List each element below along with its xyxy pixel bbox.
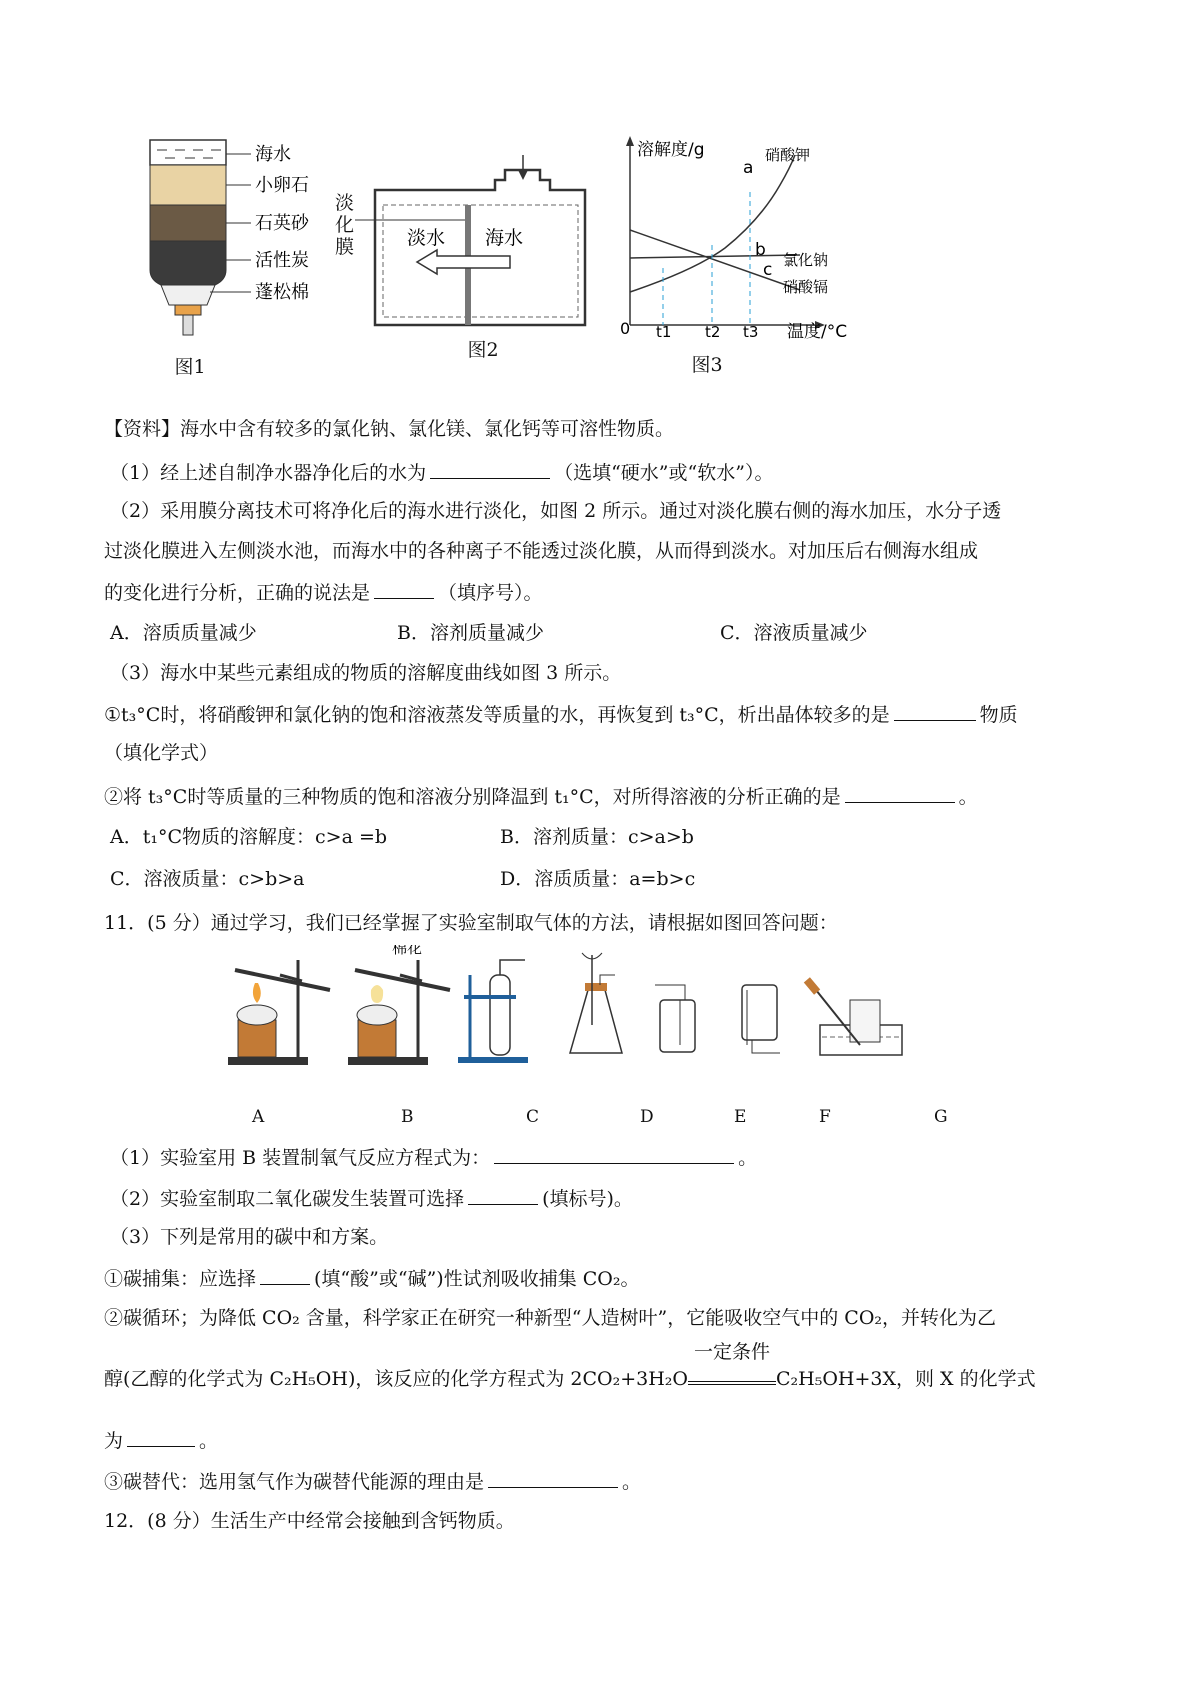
fig2-caption: 图2 (467, 339, 499, 361)
q1-text-b: （选填“硬水”或“软水”）。 (554, 462, 774, 484)
q3-1 (104, 700, 1018, 728)
fig2-membrane-label: 淡 化 膜 (335, 192, 355, 258)
q11-2-text-b: (填标号)。 (542, 1188, 633, 1210)
q2-text-b: （填序号）。 (438, 582, 543, 604)
q11-3-2-line-1: ②碳循环；为降低 CO₂ 含量，科学家正在研究一种新型“人造树叶”，它能吸收空气中的 CO₂，并转化为乙 (104, 1307, 997, 1329)
q3-2-text-b: 。 (958, 786, 978, 808)
fig3-tick-t3: t3 (743, 323, 759, 341)
q11-1-text-a: （1）实验室用 B 装置制氧气反应方程式为： (110, 1147, 491, 1169)
fig3-origin: 0 (620, 319, 631, 338)
q2-text-a: 的变化进行分析，正确的说法是 (104, 582, 371, 604)
q11-3-1-answer-blank[interactable] (260, 1264, 310, 1285)
apparatus-f (742, 985, 780, 1053)
q11-3-3 (104, 1467, 641, 1495)
q3-option-a: A．t₁°C物质的溶解度：c>a =b (110, 826, 388, 848)
q11-3-2-line-3 (104, 1426, 218, 1454)
q2-line-1: （2）采用膜分离技术可将净化后的海水进行淡化，如图 2 所示。通过对淡化膜右侧的海水加压，水分子透 (110, 500, 1002, 522)
ziliao: 【资料】海水中含有较多的氯化钠、氯化镁、氯化钙等可溶性物质。 (104, 418, 675, 440)
fig3-curve-a-letter: a (743, 158, 754, 178)
fig3-xlabel: 温度/°C (787, 322, 848, 342)
apparatus-d (570, 953, 622, 1053)
q11-heading: 11．(5 分）通过学习，我们已经掌握了实验室制取气体的方法，请根据如图回答问题： (104, 912, 838, 934)
q11-1-text-b: 。 (738, 1147, 758, 1169)
fig3-curve-b-letter: b (755, 240, 766, 260)
fig3-tick-t2: t2 (705, 323, 721, 341)
apparatus-g (804, 977, 902, 1055)
q3-1-text-b: 物质 (979, 704, 1018, 726)
q11-1 (110, 1143, 757, 1171)
q3-2-text-a: ②将 t₃°C时等质量的三种物质的饱和溶液分别降温到 t₁°C，对所得溶液的分析正确的是 (104, 786, 841, 808)
q11-3-2-answer-blank[interactable] (127, 1426, 195, 1447)
q11-3-2-text-c: C₂H₅OH+3X，则 X 的化学式 (775, 1368, 1036, 1390)
fig2-freshwater-label: 淡水 (407, 227, 446, 249)
apparatus-figure (220, 945, 980, 1085)
q3: （3）海水中某些元素组成的物质的溶解度曲线如图 3 所示。 (110, 662, 622, 684)
apparatus-c (458, 960, 528, 1063)
q11-2 (110, 1184, 633, 1212)
q11-3-2-line-2 (104, 1341, 1036, 1392)
water-filter-diagram (145, 130, 335, 345)
q11-3-3-answer-blank[interactable] (488, 1467, 618, 1488)
fig3-tick-t1: t1 (656, 323, 672, 341)
q3-1-note: （填化学式） (104, 742, 219, 764)
fig3-curve-a-name: 硝酸钾 (765, 146, 811, 164)
fig3-caption: 图3 (691, 354, 723, 376)
q3-1-answer-blank[interactable] (894, 700, 976, 721)
apparatus-label-d: D (640, 1107, 654, 1127)
q1 (110, 458, 773, 486)
q2-line-3 (104, 578, 543, 606)
reaction-condition-arrow (688, 1341, 776, 1385)
q1-answer-blank[interactable] (430, 458, 550, 479)
fig1-label-quartz: 石英砂 (255, 213, 309, 234)
fig1-label-carbon: 活性炭 (255, 250, 309, 271)
fig3-curve-b-name: 氯化钠 (783, 251, 829, 269)
q3-2-answer-blank[interactable] (845, 782, 955, 803)
q11-3-2-text-e: 。 (199, 1430, 219, 1452)
figure-1 (145, 130, 335, 380)
fig1-label-cotton: 蓬松棉 (255, 282, 309, 303)
fig3-curve-c-letter: c (763, 260, 773, 280)
q2-option-a: A．溶质质量减少 (110, 622, 257, 644)
reaction-condition: 一定条件 (693, 1341, 770, 1363)
fig2-seawater-label: 海水 (485, 227, 524, 249)
q2-line-2: 过淡化膜进入左侧淡水池，而海水中的各种离子不能透过淡化膜，从而得到淡水。对加压后右侧海水组成 (104, 540, 979, 562)
q3-option-d: D．溶质质量：a=b>c (500, 868, 696, 890)
cotton-label: 棉花 (392, 945, 423, 957)
apparatus-label-a: A (252, 1107, 265, 1127)
q3-1-text-a: ①t₃°C时，将硝酸钾和氯化钠的饱和溶液蒸发等质量的水，再恢复到 t₃°C，析出晶体较多的是 (104, 704, 890, 726)
fig3-ylabel: 溶解度/g (637, 140, 705, 160)
apparatus-label-e: E (734, 1107, 747, 1127)
apparatus-e (655, 985, 695, 1052)
q11-3-1-text-a: ①碳捕集：应选择 (104, 1268, 257, 1290)
q3-2 (104, 782, 978, 810)
q11-3-1-text-b: (填“酸”或“碱”)性试剂吸收捕集 CO₂。 (314, 1268, 640, 1290)
q11-3-3-text-b: 。 (622, 1471, 642, 1493)
apparatus-b (348, 960, 450, 1065)
q3-option-b: B．溶剂质量：c>a>b (500, 826, 694, 848)
figure-3 (615, 130, 895, 380)
q11-1-answer-blank[interactable] (494, 1143, 734, 1164)
apparatus-drawings (220, 945, 980, 1085)
q3-option-c: C．溶液质量：c>b>a (110, 868, 305, 890)
q11-3-2-text-d: 为 (104, 1430, 124, 1452)
solubility-chart (615, 130, 895, 345)
q2-answer-blank[interactable] (374, 578, 434, 599)
q11-3: （3）下列是常用的碳中和方案。 (110, 1226, 389, 1248)
q11-2-text-a: （2）实验室制取二氧化碳发生装置可选择 (110, 1188, 465, 1210)
fig1-label-seawater: 海水 (255, 144, 291, 165)
q11-3-2-text-b: 醇(乙醇的化学式为 C₂H₅OH)，该反应的化学方程式为 2CO₂+3H₂O (104, 1368, 688, 1390)
q11-3-3-text-a: ③碳替代：选用氢气作为碳替代能源的理由是 (104, 1471, 485, 1493)
q11-2-answer-blank[interactable] (468, 1184, 538, 1205)
fig1-label-pebble: 小卵石 (255, 175, 309, 196)
figure-2 (335, 150, 600, 380)
fig1-caption: 图1 (174, 356, 206, 378)
apparatus-label-b: B (401, 1107, 414, 1127)
apparatus-label-f: F (819, 1107, 831, 1127)
q2-option-c: C．溶液质量减少 (720, 622, 868, 644)
q2-option-b: B．溶剂质量减少 (397, 622, 544, 644)
desalination-diagram (335, 150, 600, 330)
apparatus-a (228, 960, 330, 1065)
q11-3-1 (104, 1264, 639, 1292)
q12-heading: 12．(8 分）生活生产中经常会接触到含钙物质。 (104, 1510, 515, 1532)
apparatus-label-g: G (934, 1107, 948, 1127)
apparatus-label-c: C (526, 1107, 540, 1127)
q1-text-a: （1）经上述自制净水器净化后的水为 (110, 462, 427, 484)
fig3-curve-c-name: 硝酸镉 (783, 278, 829, 296)
